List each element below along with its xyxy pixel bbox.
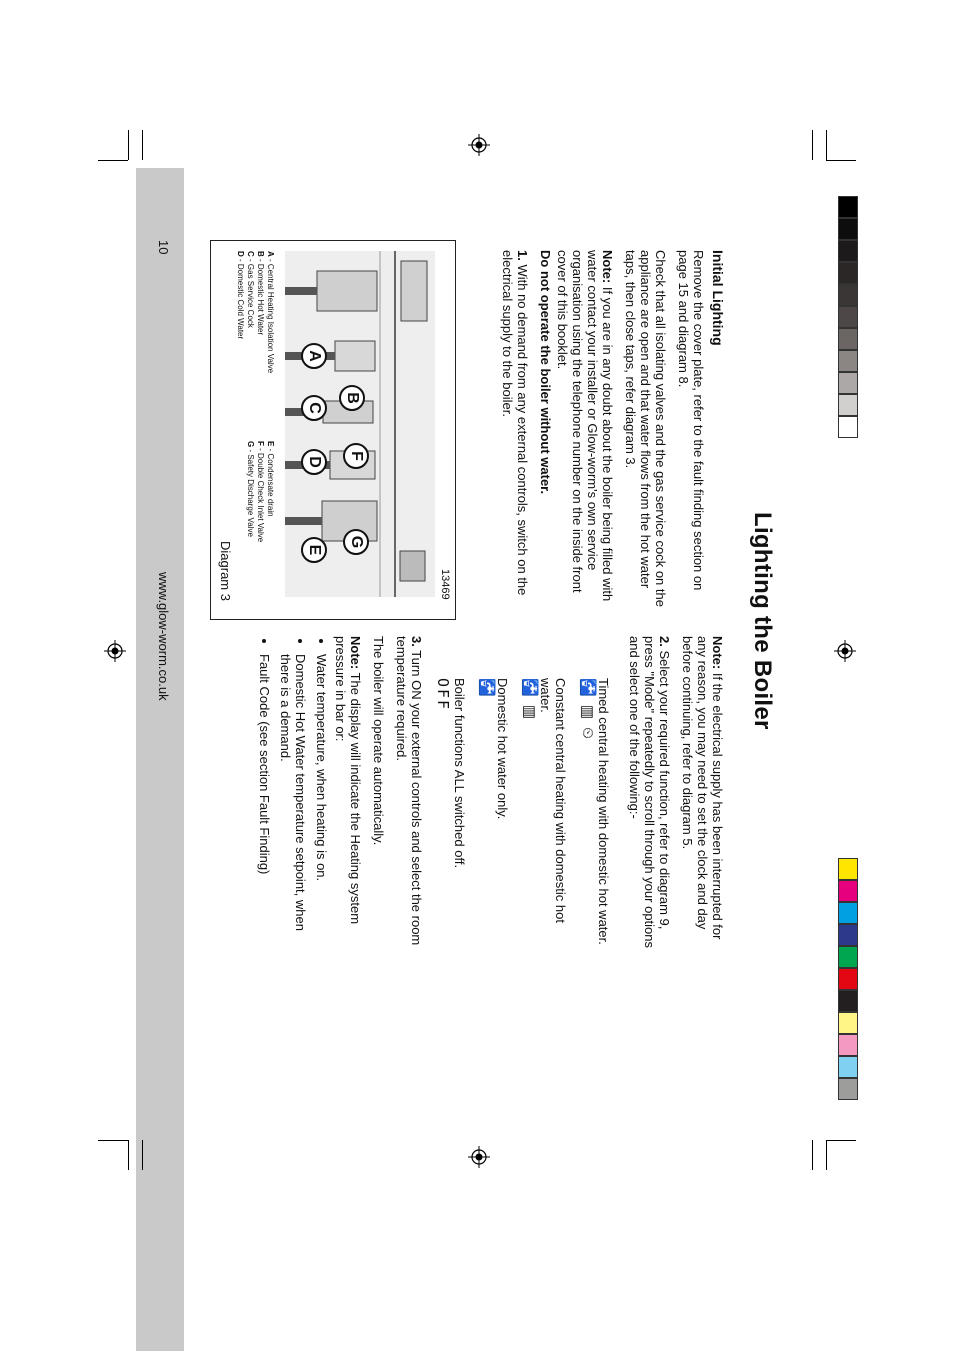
mode-item: Constant central heating with domestic hot water. 🚰 ▥ <box>520 678 568 951</box>
crop-mark <box>812 130 813 160</box>
step-3: 3. Turn ON your external controls and select the room temperature required. <box>394 636 424 946</box>
list-item: • Domestic Hot Water temperature setpoint, when there is a demand. <box>278 654 308 951</box>
crop-mark <box>812 1140 813 1170</box>
color-swatch <box>838 990 858 1012</box>
diagram-legend-left <box>235 251 275 421</box>
color-swatch <box>838 262 858 284</box>
note-paragraph: Note: If the electrical supply has been interrupted for any reason, you may need to set the clock and day before continuing, refer to diagram 5. <box>680 636 725 940</box>
color-swatch <box>838 1034 858 1056</box>
tap-radiator-clock-icon: 🚰 ▥ ⏲ <box>579 678 596 741</box>
paragraph: Check that all isolating valves and the gas service cock on the appliance are open and that water flows from the hot water taps, then close taps, refer diagram 3. <box>623 250 668 607</box>
note-paragraph: Note: If you are in any doubt about the boiler being filled with water contact your installer or Glow-worm's own service organisation using the telephone number on the inside front cover of this booklet. <box>555 250 615 602</box>
mode-item: Timed central heating with domestic hot water. 🚰 ▥ ⏲ <box>578 678 611 951</box>
color-swatch <box>838 196 858 218</box>
registration-mark-icon <box>468 134 490 156</box>
label-c: C <box>301 395 327 421</box>
diagram-caption: Diagram 3 <box>218 541 233 601</box>
color-swatch <box>838 416 858 438</box>
color-swatch <box>838 946 858 968</box>
legend-item: C - Gas Service Cock <box>246 251 255 328</box>
page-title: Lighting the Boiler <box>749 512 776 730</box>
label-g: G <box>343 529 369 555</box>
label-a: A <box>301 343 327 369</box>
color-swatch <box>838 902 858 924</box>
color-swatch <box>838 924 858 946</box>
paragraph: The boiler will operate automatically. <box>371 636 386 846</box>
bullet-list <box>257 636 329 951</box>
legend-item: A - Central Heating Isolation Valve <box>266 251 275 374</box>
crop-mark <box>142 1140 143 1170</box>
diagram-legend-right <box>245 441 275 591</box>
off-display-icon: OFF <box>434 678 452 712</box>
registration-mark-icon <box>104 640 126 662</box>
color-swatch <box>838 218 858 240</box>
registration-mark-icon <box>468 1146 490 1168</box>
crop-mark <box>142 130 143 160</box>
crop-mark <box>98 160 128 161</box>
label-b: B <box>339 385 365 411</box>
margin-strip <box>136 168 184 1351</box>
crop-mark <box>128 130 129 160</box>
legend-item: D - Domestic Cold Water <box>236 251 245 340</box>
diagram-number: 13469 <box>439 569 451 600</box>
label-d: D <box>301 449 327 475</box>
boiler-pipework-illustration <box>285 251 435 597</box>
color-swatch <box>838 968 858 990</box>
color-swatch <box>838 1012 858 1034</box>
color-swatch <box>838 328 858 350</box>
right-column <box>251 636 725 951</box>
color-swatch <box>838 1078 858 1100</box>
paragraph: Remove the cover plate, refer to the fault finding section on page 15 and diagram 8. <box>676 250 706 591</box>
step-1: 1. With no demand from any external controls, switch on the electrical supply to the boiler. <box>500 250 530 596</box>
mode-item: Domestic hot water only. 🚰 <box>477 678 510 951</box>
color-swatch <box>838 1056 858 1078</box>
step-2: 2. Select your required function, refer to diagram 9, press "Mode" repeatedly to scroll through your options and select one of the following:- <box>627 636 672 949</box>
warning-text: Do not operate the boiler without water. <box>538 250 553 495</box>
mode-list <box>434 636 611 951</box>
crop-mark <box>128 1140 129 1170</box>
color-swatch <box>838 284 858 306</box>
color-swatch <box>838 372 858 394</box>
tap-icon: 🚰 <box>478 678 495 699</box>
label-e: E <box>301 537 327 563</box>
list-item: • Fault Code (see section Fault Finding) <box>257 654 272 951</box>
website-url: www.glow-worm.co.uk <box>156 572 171 701</box>
crop-mark <box>826 1140 827 1170</box>
crop-mark <box>98 1140 128 1141</box>
color-swatch <box>838 880 858 902</box>
color-swatch <box>838 306 858 328</box>
legend-item: F - Double Check Inlet Valve <box>256 441 265 543</box>
legend-item: B - Domestic Hot Water <box>256 251 265 336</box>
mode-item: Boiler functions ALL switched off. OFF <box>434 678 467 951</box>
legend-item: E - Condensate drain <box>266 441 275 517</box>
tap-radiator-icon: 🚰 ▥ <box>521 678 538 722</box>
section-heading: Initial Lighting <box>710 250 726 346</box>
legend-item: G - Safety Discharge Valve <box>246 441 255 537</box>
left-column <box>492 250 725 616</box>
crop-mark <box>826 130 827 160</box>
color-swatch <box>838 350 858 372</box>
color-swatch <box>838 240 858 262</box>
note-paragraph: Note: The display will indicate the Heating system pressure in bar or: <box>333 636 363 925</box>
color-swatch <box>838 858 858 880</box>
crop-mark <box>826 1140 856 1141</box>
registration-mark-icon <box>834 640 856 662</box>
diagram-3 <box>210 240 456 620</box>
crop-mark <box>826 160 856 161</box>
color-swatch <box>838 394 858 416</box>
list-item: • Water temperature, when heating is on. <box>314 654 329 951</box>
page-number: 10 <box>156 240 171 255</box>
label-f: F <box>343 443 369 469</box>
